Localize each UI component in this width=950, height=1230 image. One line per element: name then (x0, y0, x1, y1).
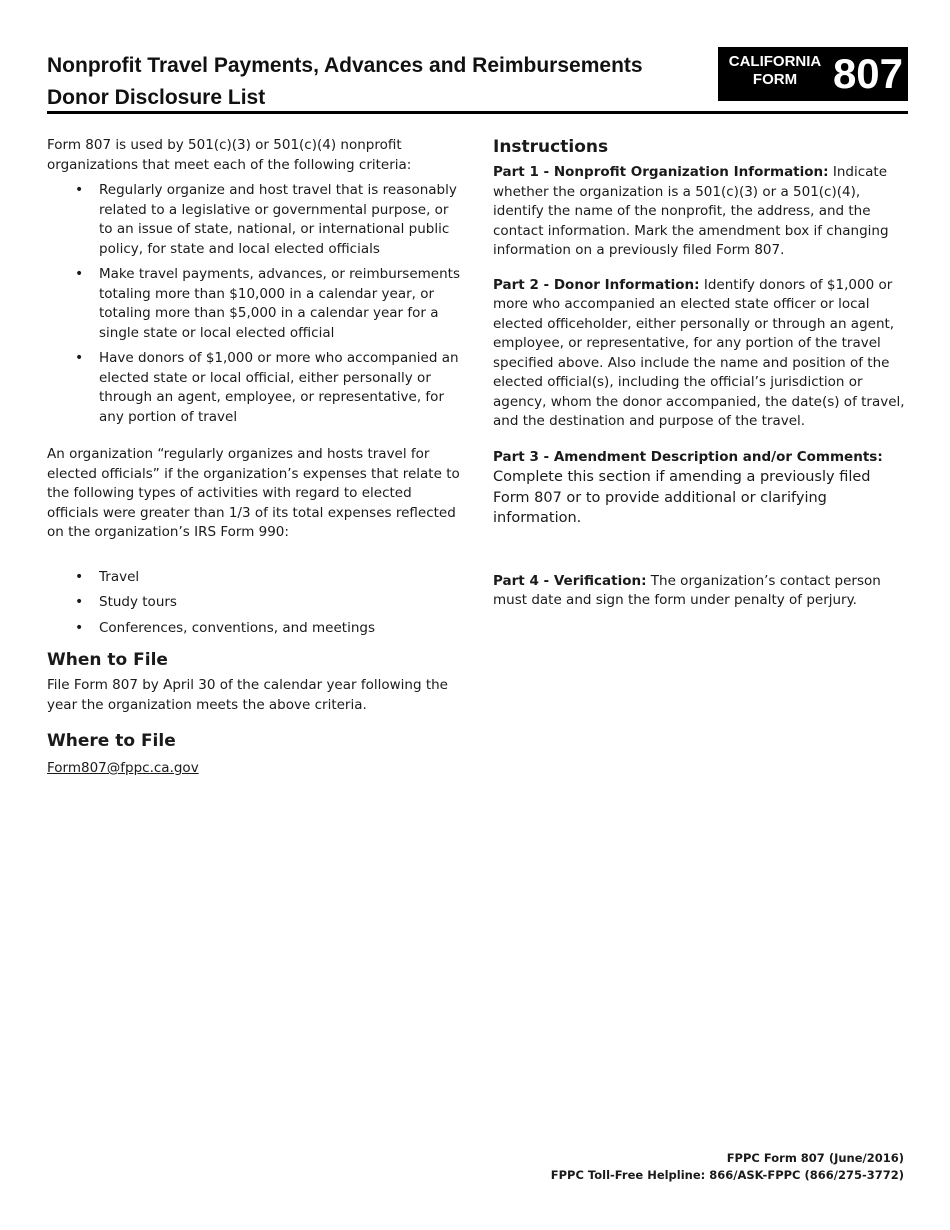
criteria-item: • Have donors of $1,000 or more who accompanied an elected state or local official, either personally or through an agent, employee, or representative, for any portion of travel (47, 349, 462, 427)
where-to-file-heading: Where to File (47, 731, 176, 751)
part-1-text: Indicate whether the organization is a 501(c)(3) or a 501(c)(4), identify the name of the nonprofit, the address, and the contact information. Mark the amendment box if changing information on a previously filed Form 807. (493, 164, 889, 258)
criteria-item: • Regularly organize and host travel that is reasonably related to a legislative or governmental purpose, or to an issue of state, national, or international public policy, for state and local elected officials (47, 181, 462, 259)
badge-label (722, 53, 828, 89)
helpline: FPPC Toll-Free Helpline: 866/ASK-FPPC (866/275-3772) (550, 1168, 904, 1182)
title-divider (47, 111, 908, 114)
title-line-2: Donor Disclosure List (47, 86, 266, 109)
part-4-label: Part 4 - Verification: (493, 572, 647, 589)
part-1-label: Part 1 - Nonprofit Organization Information: (493, 164, 829, 180)
part-3-text: Complete this section if amending a previously filed Form 807 or to provide additional or clarifying information. (493, 469, 871, 526)
page-footer (551, 1150, 904, 1184)
right-column (493, 136, 911, 626)
activity-item: • Conferences, conventions, and meetings (47, 619, 462, 639)
part-4-instruction (493, 572, 911, 611)
part-2-label: Part 2 - Donor Information: (493, 276, 700, 293)
title-line-1: Nonprofit Travel Payments, Advances and Reimbursements (47, 54, 643, 77)
badge-label-line-1: CALIFORNIA (728, 53, 822, 70)
when-to-file-text: File Form 807 by April 30 of the calendar year following the year the organization meets the above criteria. (47, 677, 448, 713)
activity-item: • Travel (47, 568, 462, 588)
part-3-label: Part 3 - Amendment Description and/or Comments: (493, 448, 883, 465)
page-title (47, 50, 727, 114)
instructions-heading: Instructions (493, 137, 609, 157)
when-to-file-heading: When to File (47, 650, 168, 670)
part-3-instruction (493, 447, 911, 529)
badge-label-line-2: FORM (752, 71, 798, 88)
badge-number: 807 (832, 50, 904, 97)
part-1-instruction (493, 163, 911, 261)
criteria-item: • Make travel payments, advances, or reimbursements totaling more than $10,000 in a calendar year, or totaling more than $5,000 in a calendar year for a single state or local elected official (47, 265, 462, 343)
definition-paragraph: An organization “regularly organizes and hosts travel for elected officials” if the organization’s expenses that relate to the following types of activities with regard to elected officials were greater than 1/3 of its total expenses reflected on the organization’s IRS Form 990: (47, 446, 460, 540)
part-2-instruction (493, 276, 911, 432)
where-to-file-email-link[interactable]: Form807@fppc.ca.gov (47, 760, 199, 776)
part-4-text: The organization’s contact person must date and sign the form under penalty of perjury. (493, 572, 881, 608)
activity-item: • Study tours (47, 593, 462, 613)
form-number-badge (718, 47, 908, 101)
activities-list (47, 568, 462, 639)
part-2-text: Identify donors of $1,000 or more who accompanied an elected state officer or local elected officeholder, either personally or through an agent, employee, or representative, for any portion of the travel specified above. Also include the name and position of the elected official(s), including the official’s jurisdiction or agency, whom the donor accompanied, the date(s) of travel, and the destination and purpose of the travel. (493, 276, 905, 429)
intro-paragraph: Form 807 is used by 501(c)(3) or 501(c)(4) nonprofit organizations that meet each of the following criteria: (47, 137, 412, 173)
left-column (47, 136, 462, 779)
criteria-list (47, 181, 462, 427)
form-identifier: FPPC Form 807 (June/2016) (726, 1151, 904, 1165)
